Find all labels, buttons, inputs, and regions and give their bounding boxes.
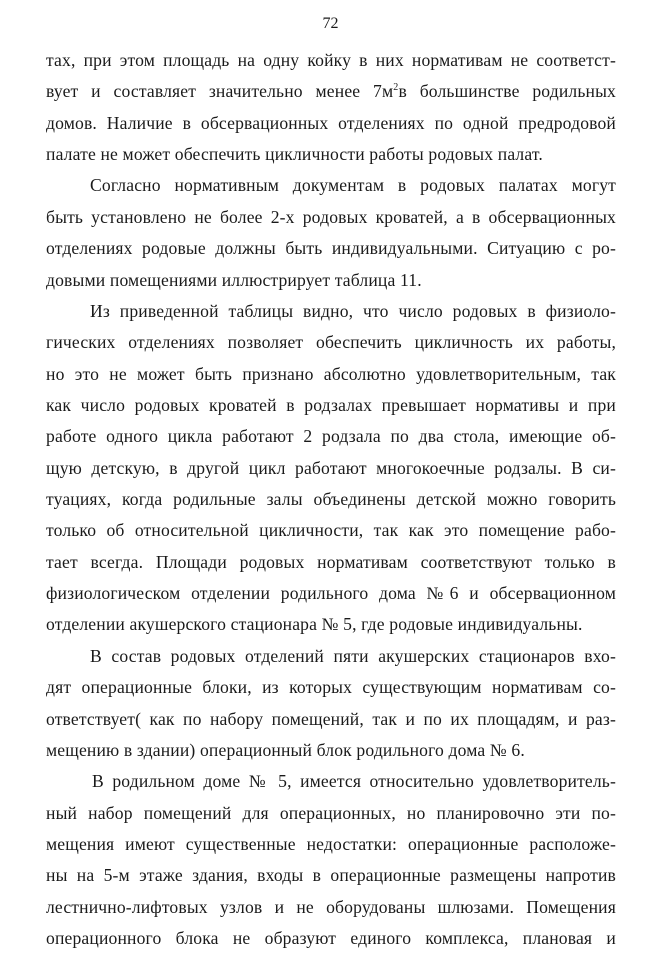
text-line-14: щую детскую, в другой цикл работают многокоечные родзалы. В си- bbox=[46, 458, 616, 478]
text-line-28: лестнично-лифтовых узлов и не оборудованы шлюзами. Помещения bbox=[46, 897, 616, 917]
text-line-21: дят операционные блоки, из которых существующим нормативам со- bbox=[46, 677, 616, 697]
text-line-20: В состав родовых отделений пяти акушерских стационаров вхо- bbox=[90, 646, 616, 666]
superscript-2: 2 bbox=[393, 82, 399, 94]
text-line-18: физиологическом отделении родильного дома №6 и обсервационном bbox=[46, 583, 616, 603]
text-line-29: операционного блока не образуют единого комплекса, плановая и bbox=[46, 928, 616, 948]
text-line-15: туациях, когда родильные залы объединены детской можно говорить bbox=[46, 489, 616, 509]
text-line-10: гических отделениях позволяет обеспечить цикличность их работы, bbox=[46, 332, 616, 352]
text-line-7: отделениях родовые должны быть индивидуальными. Ситуацию с ро- bbox=[46, 238, 616, 258]
text-line-3: домов. Наличие в обсервационных отделениях по одной предродовой bbox=[46, 113, 616, 133]
text-line-13: работе одного цикла работают 2 родзала по два стола, имеющие об- bbox=[46, 426, 616, 446]
text-line-16: только об относительной цикличности, так как это помещение рабо- bbox=[46, 520, 616, 540]
text-line-6: быть установлено не более 2-х родовых кроватей, а в обсервационных bbox=[46, 207, 616, 227]
text-line-24: В родильном доме № 5, имеется относительно удовлетворитель- bbox=[92, 771, 616, 791]
text-line-1: тах, при этом площадь на одну койку в них нормативам не соответст- bbox=[46, 50, 616, 70]
text-line-4: палате не может обеспечить цикличности работы родовых палат. bbox=[46, 144, 543, 164]
text-line-12: как число родовых кроватей в родзалах превышает нормативы и при bbox=[46, 395, 616, 415]
text-line-19: отделении акушерского стационара № 5, где родовые индивидуальны. bbox=[46, 614, 583, 634]
text-line-9: Из приведенной таблицы видно, что число родовых в физиоло- bbox=[90, 301, 616, 321]
text-line-8: довыми помещениями иллюстрирует таблица 11. bbox=[46, 270, 422, 290]
text-line-23: мещению в здании) операционный блок родильного дома № 6. bbox=[46, 740, 525, 760]
text-line-26: мещения имеют существенные недостатки: операционные расположе- bbox=[46, 834, 616, 854]
text-line-25: ный набор помещений для операционных, но планировочно эти по- bbox=[46, 803, 616, 823]
text-line-2 bbox=[46, 79, 616, 103]
text-line-2-tail: в большинстве родильных bbox=[398, 81, 616, 101]
text-line-22: ответствует( как по набору помещений, так и по их площадям, и раз- bbox=[46, 709, 616, 729]
text-line-27: ны на 5-м этаже здания, входы в операционные размещены напротив bbox=[46, 865, 616, 885]
text-line-2-head: вует и составляет значительно менее 7м bbox=[46, 81, 394, 101]
text-line-17: тает всегда. Площади родовых нормативам соответствуют только в bbox=[46, 552, 616, 572]
page-number: 72 bbox=[322, 15, 339, 32]
text-line-11: но это не может быть признано абсолютно удовлетворительным, так bbox=[46, 364, 616, 384]
text-line-5: Согласно нормативным документам в родовых палатах могут bbox=[90, 175, 616, 195]
